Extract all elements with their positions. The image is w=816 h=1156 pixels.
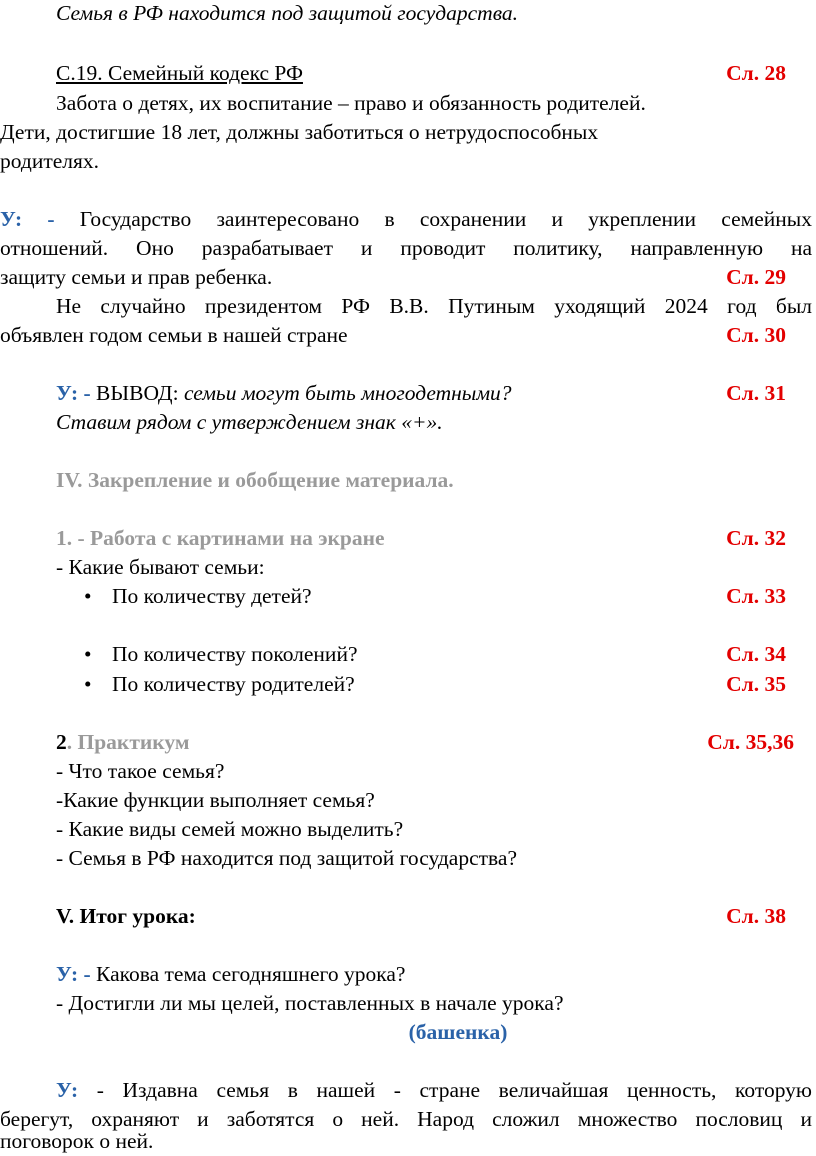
section-heading-iv: IV. Закрепление и обобщение материала. <box>56 468 454 492</box>
paragraph-line: - Достигли ли мы целей, поставленных в начале урока? <box>56 991 564 1015</box>
slide-ref-32: Сл. 32 <box>726 526 786 550</box>
line-italic-statement: Семья в РФ находится под защитой государства. <box>56 1 519 25</box>
slide-ref-28: Сл. 28 <box>726 61 786 85</box>
slide-ref-35: Сл. 35 <box>726 672 786 696</box>
bullet-icon: • <box>84 584 92 608</box>
question-line: - Что такое семья? <box>56 759 225 783</box>
paragraph-line: поговорок о ней. <box>0 1129 154 1153</box>
paragraph-line: родителях. <box>0 149 100 173</box>
paragraph-line: У: - Государство заинтересовано в сохранении и укреплении семейных <box>0 207 812 231</box>
teacher-label: У: <box>56 1078 79 1102</box>
slide-ref-33: Сл. 33 <box>726 584 786 608</box>
paragraph-line: - Какие бывают семьи: <box>56 555 265 579</box>
paragraph-line: отношений. Оно разрабатывает и проводит политику, направленную на <box>0 236 812 260</box>
line-practicum: 2. Практикум Сл. 35,36 <box>0 727 816 757</box>
line-work-with-pictures: 1. - Работа с картинами на экране Сл. 32 <box>0 523 816 553</box>
slide-ref-30: Сл. 30 <box>726 323 786 347</box>
question-line: - Какие виды семей можно выделить? <box>56 817 404 841</box>
list-item: • По количеству поколений? Сл. 34 <box>0 639 816 669</box>
paragraph-line: берегут, охраняют и заботятся о ней. Народ сложил множество пословиц и <box>0 1107 812 1131</box>
paragraph-line: защиту семьи и прав ребенка. Сл. 29 <box>0 262 816 292</box>
teacher-label: У: - <box>56 962 91 986</box>
question-line: -Какие функции выполняет семья? <box>56 788 375 812</box>
paragraph-line: У: - Какова тема сегодняшнего урока? <box>56 962 406 986</box>
slide-ref-29: Сл. 29 <box>726 265 786 289</box>
line-family-code <box>0 58 816 88</box>
slide-ref-35-36: Сл. 35,36 <box>707 730 794 754</box>
family-code-reference: С.19. Семейный кодекс РФ <box>56 61 303 85</box>
paragraph-line: Не случайно президентом РФ В.В. Путиным уходящий 2024 год был <box>56 294 812 318</box>
slide-ref-38: Сл. 38 <box>726 904 786 928</box>
paragraph-line: Дети, достигшие 18 лет, должны заботиться о нетрудоспособных <box>0 120 599 144</box>
bullet-icon: • <box>84 672 92 696</box>
slide-ref-31: Сл. 31 <box>726 381 786 405</box>
paragraph-line: Ставим рядом с утверждением знак «+». <box>56 410 443 434</box>
teacher-label: У: - <box>56 381 91 405</box>
line-conclusion: У: - ВЫВОД: семьи могут быть многодетными? Сл. 31 <box>0 378 816 408</box>
paragraph-line: объявлен годом семьи в нашей стране Сл. 30 <box>0 320 816 350</box>
slide-ref-34: Сл. 34 <box>726 642 786 666</box>
bullet-icon: • <box>84 642 92 666</box>
teacher-label: У: - <box>0 207 55 231</box>
list-item: • По количеству детей? Сл. 33 <box>0 581 816 611</box>
tower-note: (башенка) <box>408 1020 508 1044</box>
question-line: - Семья в РФ находится под защитой государства? <box>56 846 517 870</box>
section-heading-v: V. Итог урока: Сл. 38 <box>0 901 816 931</box>
paragraph-line: Забота о детях, их воспитание – право и обязанность родителей. <box>56 91 646 115</box>
paragraph-line: У: - Издавна семья в нашей - стране величайшая ценность, которую <box>56 1078 812 1102</box>
list-item: • По количеству родителей? Сл. 35 <box>0 669 816 699</box>
